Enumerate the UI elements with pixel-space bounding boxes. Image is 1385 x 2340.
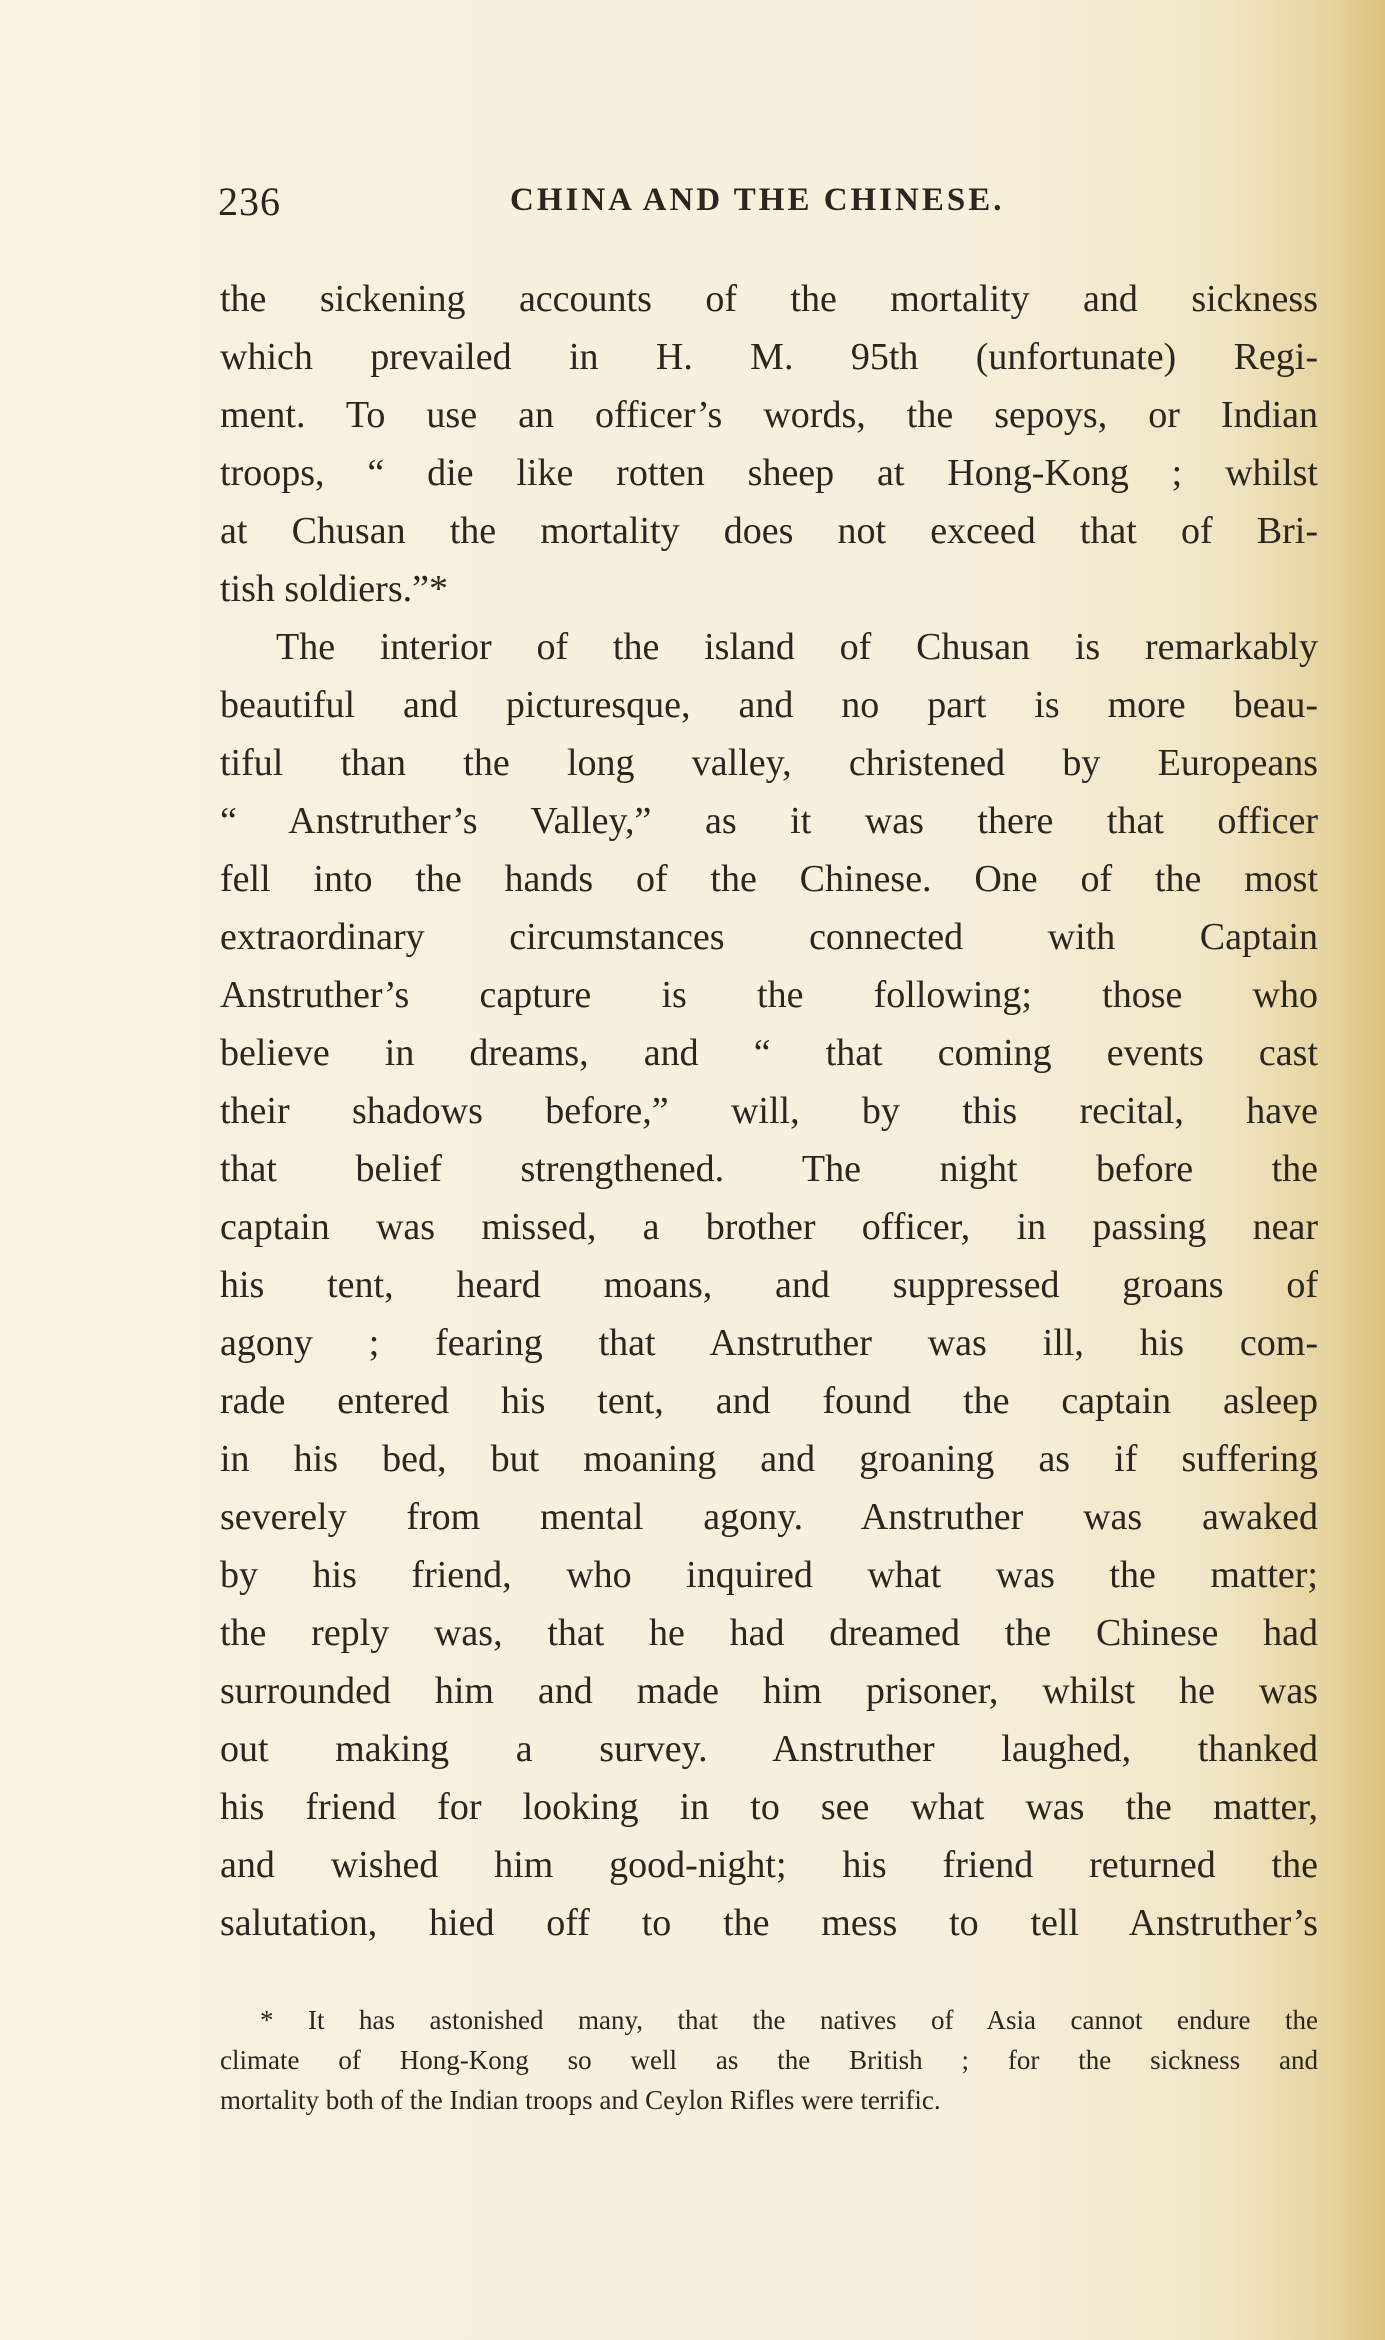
footnote-line: climate of Hong-Kong so well as the British ; for the sickness and xyxy=(220,2045,1318,2075)
text-line: The interior of the island of Chusan is remarkably xyxy=(276,626,1318,668)
page-number: 236 xyxy=(218,179,281,224)
text-line: rade entered his tent, and found the captain asleep xyxy=(220,1380,1318,1422)
text-line: Anstruther’s capture is the following; those who xyxy=(220,974,1318,1016)
text-line: fell into the hands of the Chinese. One of the most xyxy=(220,858,1318,900)
text-line: tish soldiers.”* xyxy=(220,568,448,610)
text-line: “ Anstruther’s Valley,” as it was there that officer xyxy=(220,800,1318,842)
text-line: beautiful and picturesque, and no part is more beau- xyxy=(220,684,1318,726)
text-line: which prevailed in H. M. 95th (unfortunate) Regi- xyxy=(220,336,1318,378)
page-header xyxy=(218,178,1320,234)
body-text xyxy=(220,270,1318,1952)
text-line: captain was missed, a brother officer, in passing near xyxy=(220,1206,1318,1248)
text-line: his friend for looking in to see what was the matter, xyxy=(220,1786,1318,1828)
text-line: by his friend, who inquired what was the matter; xyxy=(220,1554,1318,1596)
text-line: that belief strengthened. The night before the xyxy=(220,1148,1318,1190)
text-line: their shadows before,” will, by this recital, have xyxy=(220,1090,1318,1132)
text-line: out making a survey. Anstruther laughed, thanked xyxy=(220,1728,1318,1770)
text-line: believe in dreams, and “ that coming events cast xyxy=(220,1032,1318,1074)
text-line: his tent, heard moans, and suppressed groans of xyxy=(220,1264,1318,1306)
footnote-line: * It has astonished many, that the natives of Asia cannot endure the xyxy=(260,2005,1318,2035)
text-line: the sickening accounts of the mortality and sickness xyxy=(220,278,1318,320)
text-line: salutation, hied off to the mess to tell Anstruther’s xyxy=(220,1902,1318,1944)
text-line: the reply was, that he had dreamed the Chinese had xyxy=(220,1612,1318,1654)
text-line: extraordinary circumstances connected with Captain xyxy=(220,916,1318,958)
footnote-line: mortality both of the Indian troops and Ceylon Rifles were terrific. xyxy=(220,2085,941,2115)
text-line: severely from mental agony. Anstruther was awaked xyxy=(220,1496,1318,1538)
text-line: troops, “ die like rotten sheep at Hong-Kong ; whilst xyxy=(220,452,1318,494)
text-line: and wished him good-night; his friend returned the xyxy=(220,1844,1318,1886)
text-line: ment. To use an officer’s words, the sepoys, or Indian xyxy=(220,394,1318,436)
footnote xyxy=(220,2000,1318,2120)
text-line: at Chusan the mortality does not exceed that of Bri- xyxy=(220,510,1318,552)
text-line: agony ; fearing that Anstruther was ill, his com- xyxy=(220,1322,1318,1364)
text-line: in his bed, but moaning and groaning as if suffering xyxy=(220,1438,1318,1480)
running-head: CHINA AND THE CHINESE. xyxy=(510,182,1005,218)
text-line: surrounded him and made him prisoner, whilst he was xyxy=(220,1670,1318,1712)
text-line: tiful than the long valley, christened by Europeans xyxy=(220,742,1318,784)
